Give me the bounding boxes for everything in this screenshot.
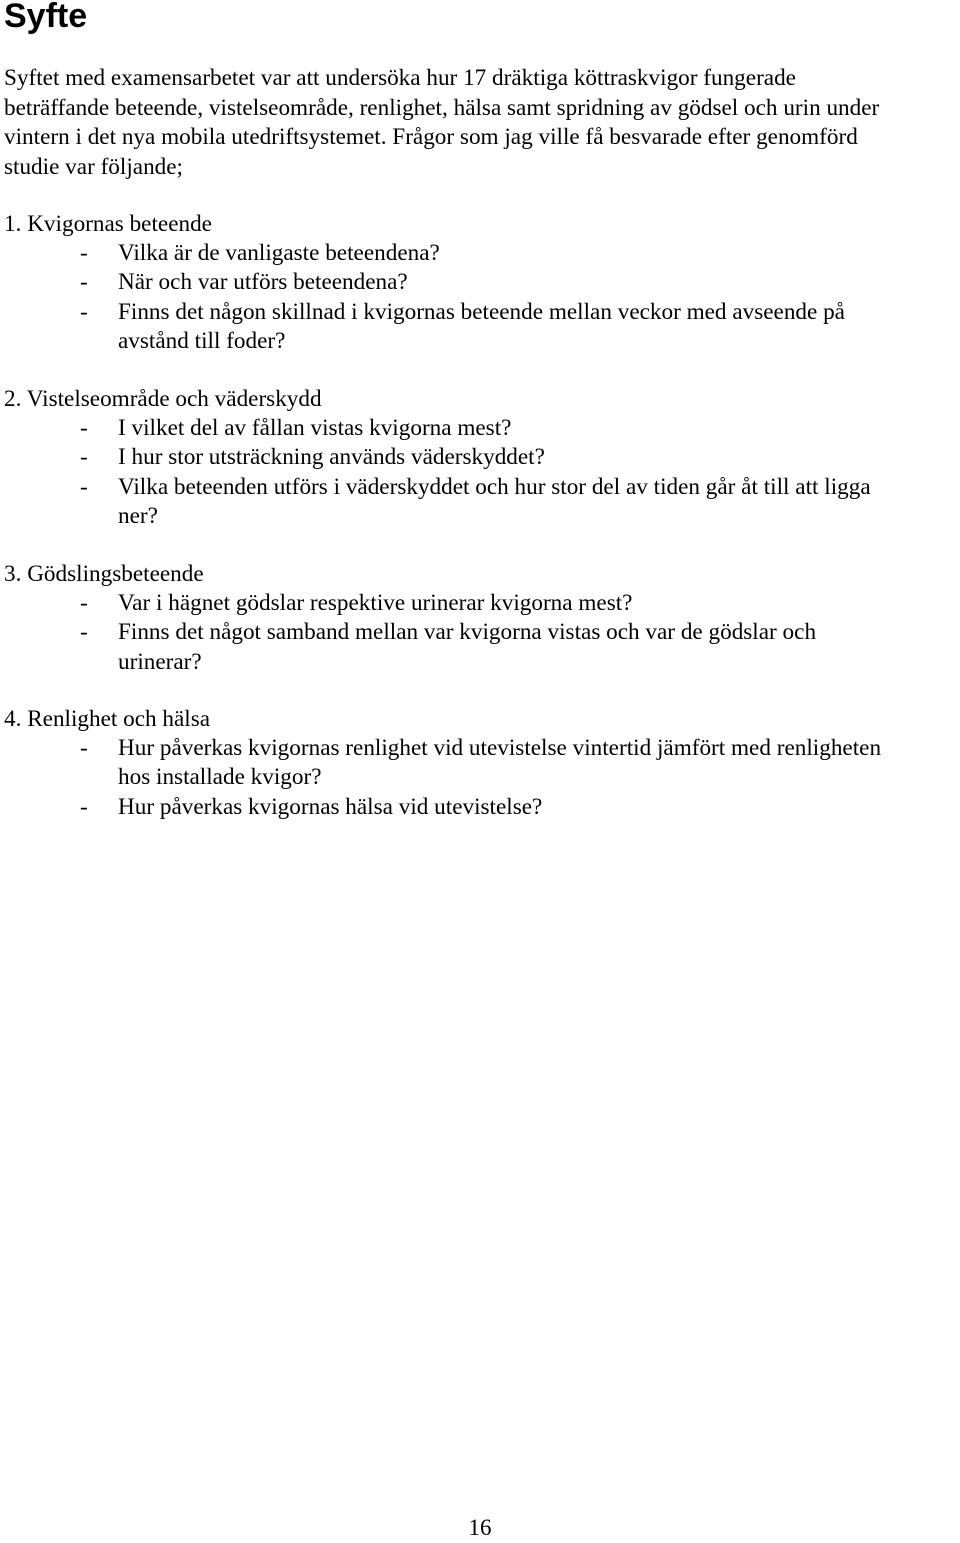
bullet-item [4,268,954,297]
page-heading: Syfte [4,0,88,35]
bullet-text [4,298,954,356]
section-title: 1. Kvigornas beteende [4,211,212,237]
bullet-line: urinerar? [118,648,202,675]
bullet-item [4,414,954,443]
bullet-line: Finns det något samband mellan var kvigorna vistas och var de gödslar och [118,619,817,646]
bullet-dash: - [80,269,88,296]
bullet-line: Vilka beteenden utförs i väderskyddet och hur stor del av tiden går åt till att ligga [118,473,871,500]
bullet-line: Hur påverkas kvigornas renlighet vid utevistelse vintertid jämfört med renligheten [118,735,882,762]
section-title: 4. Renlighet och hälsa [4,706,211,732]
bullet-item [4,473,954,531]
section-godslingsbeteende [4,560,954,677]
bullet-line: I vilket del av fållan vistas kvigorna mest? [118,415,512,442]
bullet-dash: - [80,590,88,617]
bullet-item [4,793,954,822]
bullet-text [4,589,954,618]
bullet-dash: - [80,473,88,500]
bullet-dash: - [80,619,88,646]
page-number: 16 [468,1515,492,1540]
bullet-line: Hur påverkas kvigornas hälsa vid utevistelse? [118,793,543,820]
bullet-line: Finns det någon skillnad i kvigornas beteende mellan veckor med avseende på [118,298,845,325]
bullet-dash: - [80,793,88,820]
bullet-dash: - [80,298,88,325]
bullet-line: ner? [118,502,158,529]
bullet-item [4,298,954,356]
section-vistelseomrade [4,385,954,531]
bullet-text [4,443,954,472]
section-renlighet-och-halsa [4,705,954,822]
bullet-dash: - [80,240,88,267]
intro-paragraph [4,64,960,182]
bullet-text [4,793,954,822]
bullet-dash: - [80,415,88,442]
bullet-text [4,473,954,531]
bullet-dash: - [80,735,88,762]
bullet-item [4,443,954,472]
bullet-text [4,618,954,676]
bullet-line: Var i hägnet gödslar respektive urinerar kvigorna mest? [118,590,633,617]
intro-line: Syftet med examensarbetet var att undersöka hur 17 dräktiga köttraskvigor fungerade [4,65,796,91]
bullet-line: Vilka är de vanligaste beteendena? [118,240,440,267]
bullet-item [4,589,954,618]
intro-line: vintern i det nya mobila utedriftsystemet. Frågor som jag ville få besvarade efter genomförd [4,124,858,150]
bullet-item [4,239,954,268]
bullet-text [4,239,954,268]
section-title: 3. Gödslingsbeteende [4,561,204,587]
bullet-item [4,618,954,676]
bullet-text [4,414,954,443]
bullet-line: I hur stor utsträckning används väderskyddet? [118,444,545,471]
bullet-line: hos installade kvigor? [118,764,322,791]
intro-line: studie var följande; [4,153,184,180]
bullet-dash: - [80,444,88,471]
bullet-line: När och var utförs beteendena? [118,269,408,296]
intro-line: beträffande beteende, vistelseområde, renlighet, hälsa samt spridning av gödsel och urin under [4,94,880,121]
bullet-item [4,734,954,792]
section-kvigornas-beteende [4,210,954,356]
bullet-line: avstånd till foder? [118,327,286,354]
bullet-text [4,268,954,297]
section-title: 2. Vistelseområde och väderskydd [4,386,322,412]
bullet-text [4,734,954,792]
